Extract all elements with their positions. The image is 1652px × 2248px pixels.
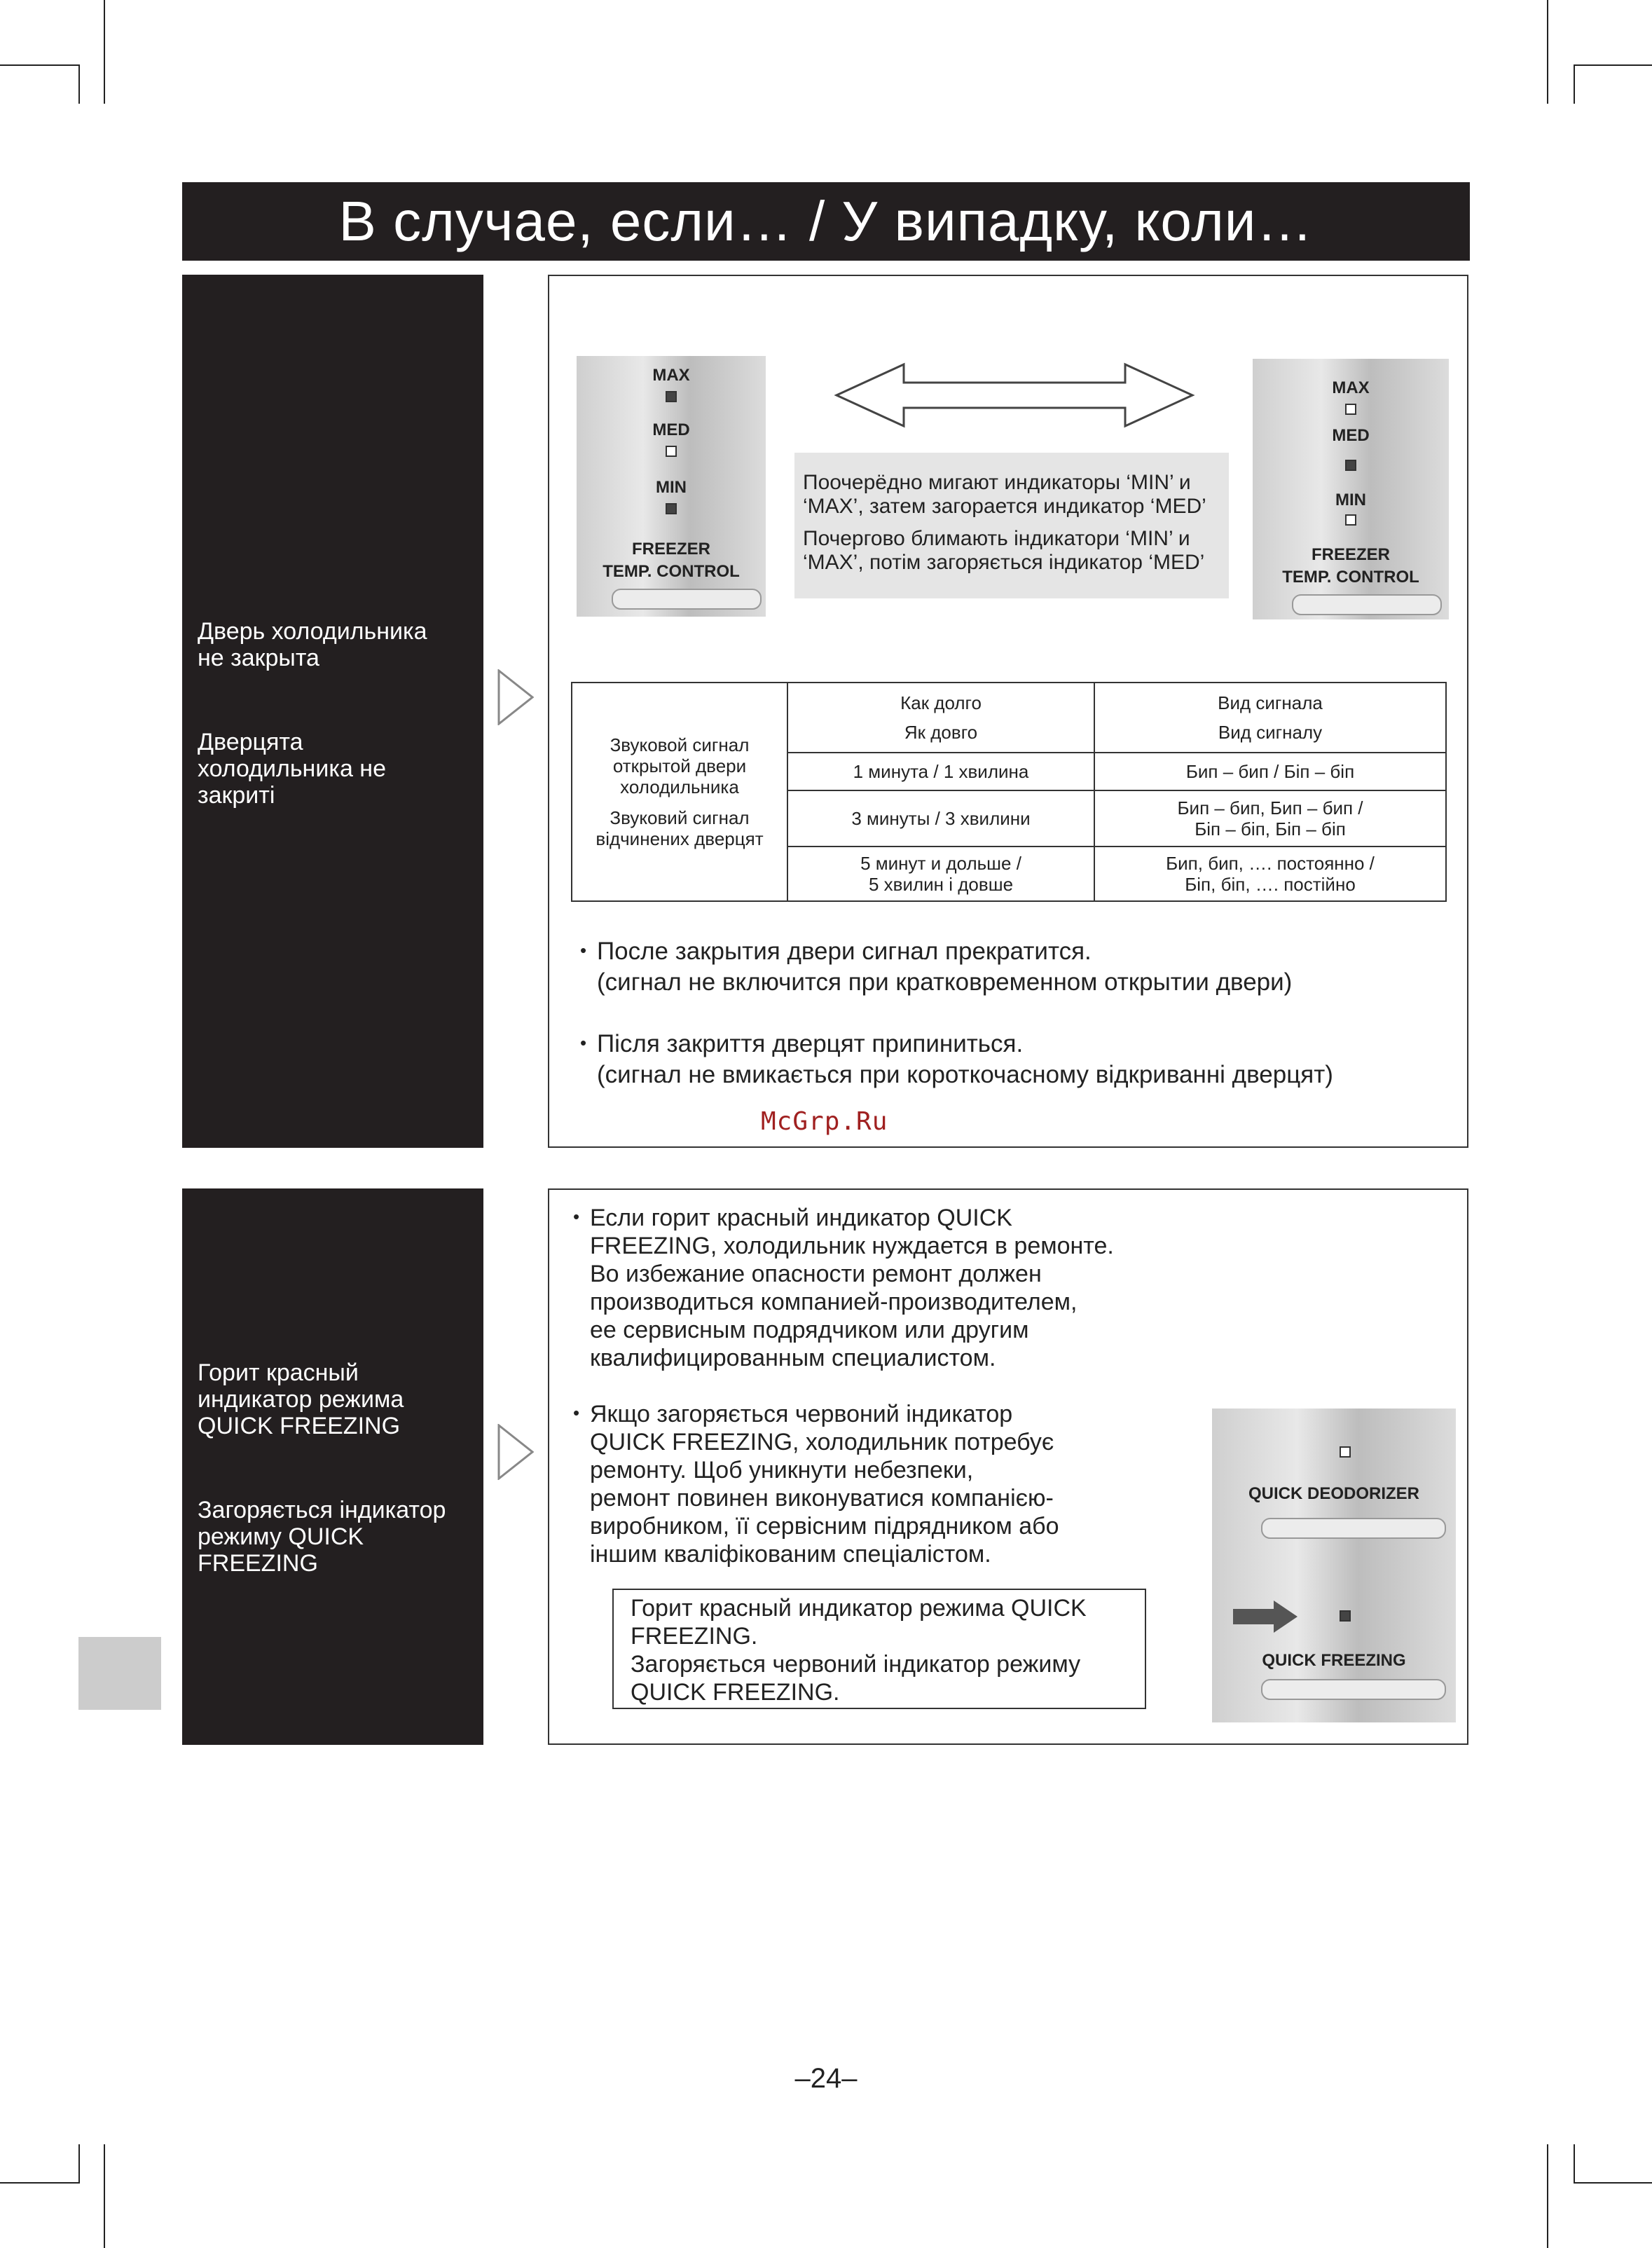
bullet-line: После закрытия двери сигнал прекратится.: [597, 938, 1092, 965]
control-button-bar: [1261, 1518, 1446, 1539]
sidebar-quick-freezing: [182, 1188, 483, 1745]
table-cell-line: Вид сигналу: [1218, 722, 1323, 743]
table-cell-line: Як довго: [904, 722, 978, 743]
note-ru: Поочерёдно мигают индикаторы ‘MIN’ и ‘MAX’, затем загорается индикатор ‘MED’: [803, 471, 1206, 518]
table-cell-line: Бип – бип, Бип – бип /: [1177, 797, 1363, 818]
page-number: –24–: [794, 2063, 858, 2094]
bullet-dot-icon: •: [573, 1402, 580, 1423]
table-cell-line: холодильника: [620, 776, 739, 797]
quick-freezing-note-box: [612, 1589, 1146, 1709]
side-line: QUICK FREEZING: [198, 1413, 401, 1439]
table-cell-line: Біп – біп, Біп – біп: [1195, 818, 1346, 839]
page-tab-marker: [78, 1637, 161, 1710]
bullet-line: ремонту. Щоб уникнути небезпеки,: [590, 1457, 974, 1483]
table-cell-line: Бип, бип, …. постоянно /: [1166, 853, 1375, 874]
indicator-note: [794, 453, 1229, 598]
side-line: индикатор режима: [198, 1386, 404, 1413]
watermark: McGrp.Ru: [761, 1107, 888, 1136]
bullet-dot-icon: •: [573, 1206, 580, 1227]
label-freezer: FREEZER: [631, 540, 710, 558]
table-row-header: [572, 683, 787, 901]
table-cell-duration: 1 минута / 1 хвилина: [787, 753, 1094, 790]
box-line: FREEZING.: [631, 1623, 758, 1650]
side-text-uk: [198, 729, 478, 809]
box-line: QUICK FREEZING.: [631, 1679, 840, 1706]
crop-mark: [1574, 64, 1575, 104]
label-med: MED: [1332, 426, 1370, 445]
crop-mark: [78, 2144, 80, 2184]
led-max-icon: [1345, 404, 1356, 415]
door-alarm-table: [571, 682, 1447, 902]
box-line: Загоряється червоний індикатор режиму: [631, 1651, 1081, 1678]
bullet-uk: [573, 1400, 1059, 1568]
led-min-icon: [666, 503, 677, 514]
crop-mark: [1574, 2144, 1575, 2184]
crop-mark: [1574, 64, 1652, 66]
label-min: MIN: [656, 478, 687, 497]
temp-control-panel-right: [1253, 359, 1449, 619]
led-max-icon: [666, 391, 677, 402]
led-deodorizer-icon: [1340, 1446, 1351, 1458]
side-line: Дверцята: [198, 729, 303, 755]
table-cell-duration: [787, 847, 1094, 901]
bullet-line: ремонт повинен виконуватися компанією-: [590, 1485, 1054, 1512]
side-line: холодильника не: [198, 755, 386, 782]
temp-control-panel-left: [577, 356, 766, 617]
table-cell-line: Вид сигнала: [1218, 692, 1323, 713]
led-min-icon: [1345, 514, 1356, 526]
page-title: В случае, если… / У випадку, коли…: [182, 182, 1470, 261]
side-line: Горит красный: [198, 1359, 359, 1386]
bullet-line: квалифицированным специалистом.: [590, 1345, 996, 1371]
bullet-line: производиться компанией-производителем,: [590, 1289, 1078, 1315]
pointer-triangle-icon: [497, 669, 534, 725]
bullet-line: виробником, її сервісним підрядником або: [590, 1513, 1059, 1540]
bullet-line: QUICK FREEZING, холодильник потребує: [590, 1429, 1054, 1455]
table-cell-line: 5 минут и дольше /: [860, 853, 1021, 874]
table-cell-line: Как долго: [900, 692, 982, 713]
bullet-dot-icon: •: [580, 940, 587, 961]
side-line: Дверь холодильника: [198, 618, 427, 645]
table-cell-line: 5 хвилин і довше: [868, 874, 1014, 895]
table-cell-line: открытой двери: [612, 755, 747, 776]
crop-mark: [0, 2182, 78, 2184]
quick-control-panel: [1212, 1409, 1456, 1722]
table-cell-line: Біп, біп, …. постійно: [1185, 874, 1356, 895]
led-quick-freezing-icon: [1340, 1610, 1351, 1622]
led-med-icon: [666, 446, 677, 457]
arrow-right-icon: [1232, 1599, 1299, 1634]
control-button-bar: [1261, 1679, 1446, 1700]
table-cell-line: відчинених дверцят: [596, 828, 764, 849]
led-med-icon: [1345, 460, 1356, 471]
side-line: закриті: [198, 782, 275, 809]
side-text-ru: [198, 618, 478, 671]
bullet-line: Якщо загоряється червоний індикатор: [590, 1401, 1013, 1427]
table-cell-line: Звуковий сигнал: [610, 807, 750, 828]
bullet-line: іншим кваліфікованим спеціалістом.: [590, 1541, 991, 1568]
bullet-uk: [580, 1029, 1333, 1090]
bullet-line: (сигнал не вмикається при короткочасному відкриванні дверцят): [597, 1061, 1333, 1088]
control-button-bar: [612, 589, 762, 610]
bullet-line: (сигнал не включится при кратковременном открытии двери): [597, 968, 1293, 996]
side-line: FREEZING: [198, 1550, 318, 1577]
table-cell-signal: [1094, 790, 1446, 847]
table-cell-line: Звуковой сигнал: [610, 734, 750, 755]
side-line: не закрыта: [198, 645, 319, 671]
crop-mark: [78, 64, 80, 104]
label-freezer: FREEZER: [1311, 545, 1390, 564]
crop-mark: [1574, 2182, 1652, 2184]
label-max: MAX: [652, 366, 690, 385]
label-temp-control: TEMP. CONTROL: [1282, 568, 1419, 587]
crop-mark: [104, 0, 105, 104]
note-uk: Почергово блимають індикатори ‘MIN’ и ‘MAX’, потім загоряється індикатор ‘MED’: [803, 527, 1205, 574]
side-text-uk: [198, 1497, 478, 1577]
label-quick-freezing: QUICK FREEZING: [1262, 1651, 1406, 1670]
label-quick-deodorizer: QUICK DEODORIZER: [1248, 1484, 1419, 1503]
box-line: Горит красный индикатор режима QUICK: [631, 1595, 1087, 1622]
bullet-line: FREEZING, холодильник нуждается в ремонте.: [590, 1233, 1114, 1259]
bullet-ru: [580, 936, 1293, 998]
table-cell-signal: Бип – бип / Біп – біп: [1094, 753, 1446, 790]
crop-mark: [1547, 0, 1548, 104]
bullet-line: Після закриття дверцят припиниться.: [597, 1030, 1024, 1057]
side-line: Загоряється індикатор: [198, 1497, 446, 1523]
bullet-dot-icon: •: [580, 1032, 587, 1053]
table-column-header: [787, 683, 1094, 753]
label-min: MIN: [1335, 491, 1366, 509]
label-med: MED: [652, 420, 690, 439]
table-cell-signal: [1094, 847, 1446, 901]
table-column-header: [1094, 683, 1446, 753]
table-cell-duration: 3 минуты / 3 хвилини: [787, 790, 1094, 847]
bullet-line: Во избежание опасности ремонт должен: [590, 1261, 1042, 1287]
crop-mark: [0, 64, 78, 66]
pointer-triangle-icon: [497, 1424, 534, 1480]
label-temp-control: TEMP. CONTROL: [603, 562, 740, 581]
bullet-line: ее сервисным подрядчиком или другим: [590, 1317, 1029, 1343]
control-button-bar: [1292, 594, 1442, 615]
sidebar-door-open: [182, 275, 483, 1148]
crop-mark: [1547, 2144, 1548, 2248]
side-line: режиму QUICK: [198, 1523, 364, 1550]
crop-mark: [104, 2144, 105, 2248]
label-max: MAX: [1332, 378, 1370, 397]
double-arrow-icon: [834, 360, 1195, 430]
side-text-ru: [198, 1359, 478, 1439]
bullet-line: Если горит красный индикатор QUICK: [590, 1205, 1012, 1231]
bullet-ru: [573, 1204, 1114, 1372]
